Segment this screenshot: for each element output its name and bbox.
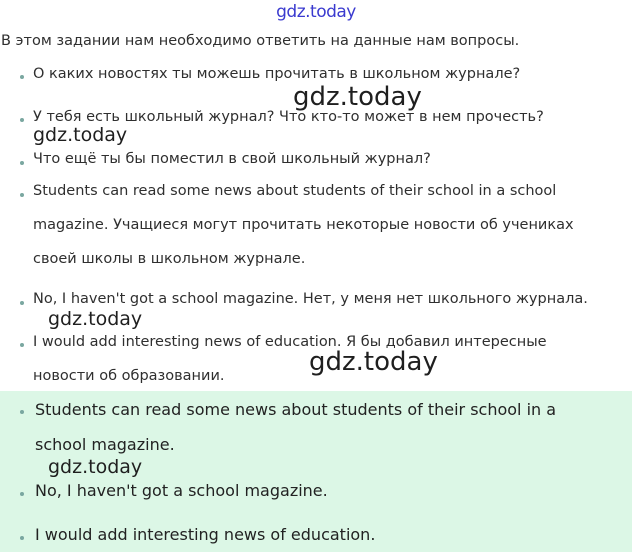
header-watermark: gdz.today bbox=[276, 2, 356, 22]
final-answer-3: I would add interesting news of education. bbox=[35, 525, 376, 544]
answer-1 bbox=[33, 174, 623, 276]
bullet-icon bbox=[20, 193, 24, 197]
answer-2: No, I haven't got a school magazine. Нет, у меня нет школьного журнала. bbox=[33, 291, 588, 307]
bullet-icon bbox=[20, 161, 24, 165]
bullet-icon bbox=[20, 301, 24, 305]
answer-3-line-2: новости об образовании. bbox=[33, 368, 225, 384]
watermark: gdz.today bbox=[33, 124, 128, 146]
watermark: gdz.today bbox=[48, 456, 143, 478]
answer-1-line-1: Students can read some news about students of their school in a school bbox=[33, 183, 557, 199]
final-answer-2: No, I haven't got a school magazine. bbox=[35, 481, 328, 500]
bullet-icon bbox=[20, 75, 24, 79]
question-1: О каких новостях ты можешь прочитать в школьном журнале? bbox=[33, 66, 521, 82]
final-answer-1 bbox=[35, 392, 625, 462]
final-answer-1-line-1: Students can read some news about students of their school in a bbox=[35, 400, 557, 419]
final-answer-1-line-2: school magazine. bbox=[35, 435, 175, 454]
bullet-icon bbox=[20, 536, 24, 540]
bullet-icon bbox=[20, 343, 24, 347]
intro-text: В этом задании нам необходимо ответить на данные нам вопросы. bbox=[1, 33, 520, 49]
watermark: gdz.today bbox=[48, 308, 143, 330]
watermark: gdz.today bbox=[293, 82, 422, 112]
bullet-icon bbox=[20, 410, 24, 414]
bullet-icon bbox=[20, 492, 24, 496]
question-2: У тебя есть школьный журнал? Что кто-то может в нем прочесть? bbox=[33, 109, 544, 125]
answer-1-line-3: своей школы в школьном журнале. bbox=[33, 251, 306, 267]
question-3: Что ещё ты бы поместил в свой школьный журнал? bbox=[33, 151, 431, 167]
answer-3-line-1: I would add interesting news of education. Я бы добавил интересные bbox=[33, 334, 547, 350]
answer-1-line-2: magazine. Учащиеся могут прочитать некоторые новости об учениках bbox=[33, 217, 574, 233]
bullet-icon bbox=[20, 118, 24, 122]
watermark: gdz.today bbox=[309, 347, 438, 377]
